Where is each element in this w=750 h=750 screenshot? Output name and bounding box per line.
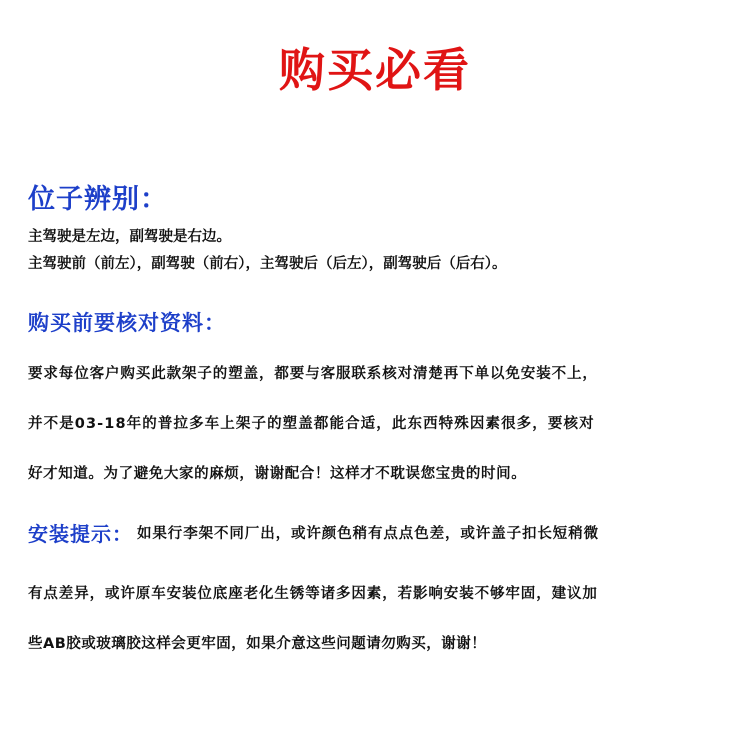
verify-line-2: 并不是03-18年的普拉多车上架子的塑盖都能合适，此东西特殊因素很多，要核对: [28, 416, 595, 432]
position-line-2: 主驾驶前（前左），副驾驶（前右），主驾驶后（后左），副驾驶后（后右）。: [28, 256, 507, 272]
verify-line-1: 要求每位客户购买此款架子的塑盖，都要与客服联系核对清楚再下单以免安装不上，: [28, 366, 598, 382]
install-heading: 安装提示：: [28, 522, 133, 546]
install-line-3: 些AB胶或玻璃胶这样会更牢固，如果介意这些问题请勿购买，谢谢！: [28, 636, 487, 652]
position-heading: 位子辨别：: [28, 184, 168, 215]
verify-line-3: 好才知道。为了避免大家的麻烦，谢谢配合！这样才不耽误您宝贵的时间。: [28, 466, 527, 482]
verify-heading: 购买前要核对资料：: [28, 311, 226, 335]
page-title: 购买必看: [279, 43, 471, 97]
install-first-row: [28, 519, 599, 549]
install-line-2: 有点差异，或许原车安装位底座老化生锈等诸多因素，若影响安装不够牢固，建议加: [28, 586, 598, 602]
position-line-1: 主驾驶是左边，副驾驶是右边。: [28, 229, 231, 245]
install-line-1: 如果行李架不同厂出，或许颜色稍有点点色差，或许盖子扣长短稍微: [137, 526, 599, 542]
